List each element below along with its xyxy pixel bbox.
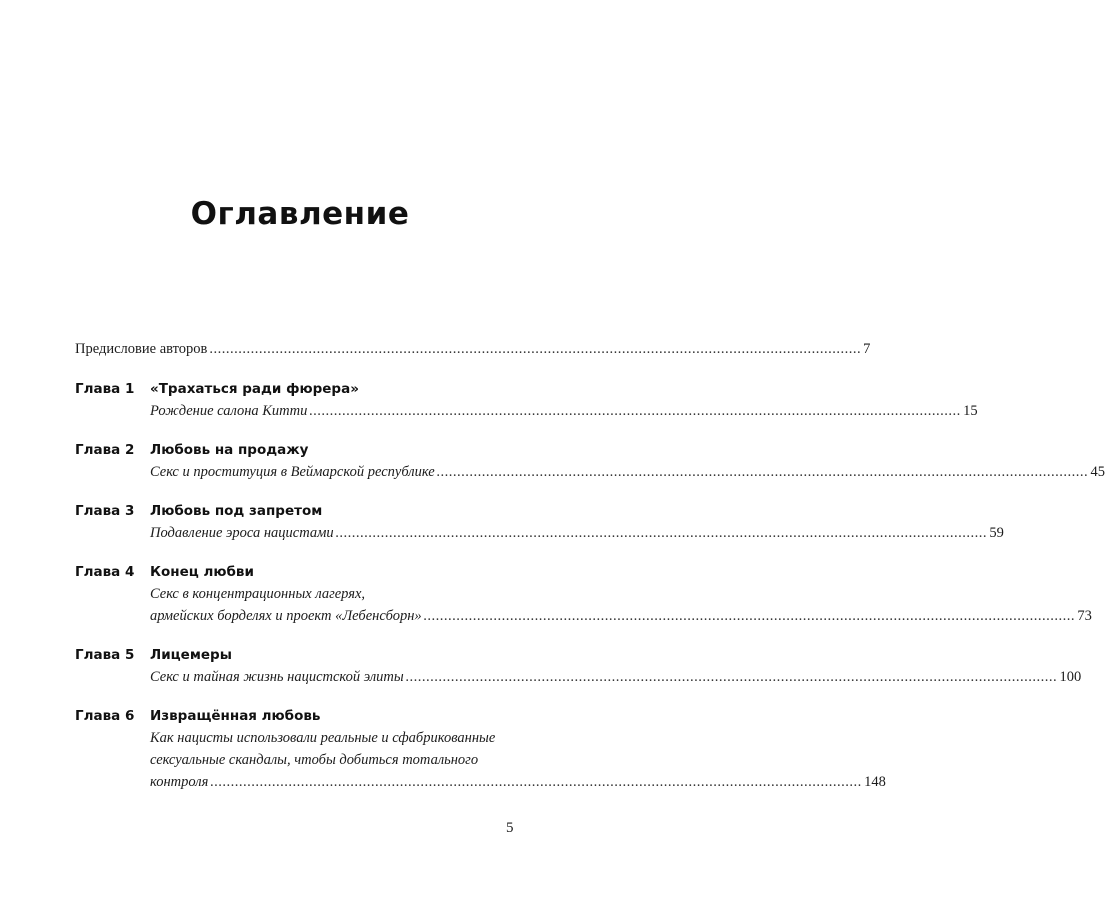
leader-dots [309,400,961,422]
chapter-body [150,561,1092,627]
chapter-page-number: 148 [864,774,886,790]
chapter-page-number: 73 [1077,608,1092,624]
chapter-label: Глава 5 [75,647,135,663]
leader-dots [424,605,1076,627]
chapter-body [150,439,1105,483]
chapter-title: Любовь на продажу [150,442,309,458]
page-number: 5 [506,820,514,836]
chapter-subtitle-row [150,771,886,793]
chapter-page-number: 15 [963,403,978,419]
preface-label: Предисловие авторов [75,341,208,357]
chapter-title: «Трахаться ради фюрера» [150,381,359,397]
chapter-label: Глава 1 [75,381,135,397]
chapter-page-number: 45 [1090,464,1105,480]
chapter-list [75,378,1105,793]
chapter-subtitle-row [150,666,1081,688]
leader-dots [336,522,988,544]
preface-page-number: 7 [863,341,871,357]
chapter-title: Извращённая любовь [150,708,321,724]
chapter-subtitle: Секс и проституция в Веймарской республике [150,464,435,480]
toc-entry-chapter-1[interactable] [75,378,978,422]
chapter-subtitle-row [150,461,1105,483]
chapter-body [150,500,1004,544]
page-title: Оглавление [190,196,410,232]
leader-dots [406,666,1058,688]
chapter-title: Лицемеры [150,647,232,663]
chapter-subtitle: армейских борделях и проект «Лебенсборн» [150,608,422,624]
chapter-page-number: 59 [989,525,1004,541]
chapter-label: Глава 4 [75,564,135,580]
chapter-subtitle: Подавление эроса нацистами [150,525,334,541]
chapter-subtitle: Секс и тайная жизнь нацистской элиты [150,669,404,685]
chapter-label: Глава 3 [75,503,135,519]
chapter-subtitle-row [150,605,1092,627]
leader-dots [209,338,861,360]
chapter-subtitle: Рождение салона Китти [150,403,308,419]
chapter-body [150,378,978,422]
toc-entry-chapter-2[interactable] [75,439,1105,483]
toc-entry-chapter-6[interactable] [75,705,886,793]
table-of-contents [75,338,1105,810]
toc-entry-chapter-4[interactable] [75,561,1092,627]
toc-entry-chapter-3[interactable] [75,500,1004,544]
chapter-subtitle-row [150,522,1004,544]
chapter-page-number: 100 [1059,669,1082,685]
chapter-label: Глава 6 [75,708,135,724]
toc-entry-chapter-5[interactable] [75,644,1082,688]
chapter-subtitle-line: Секс в концентрационных лагерях, [150,586,366,602]
chapter-subtitle-row [150,400,978,422]
leader-dots [210,771,862,793]
chapter-subtitle-line: сексуальные скандалы, чтобы добиться тотального [150,752,479,768]
chapter-subtitle: контроля [150,774,209,790]
chapter-title: Любовь под запретом [150,503,323,519]
leader-dots [437,461,1089,483]
chapter-title: Конец любви [150,564,254,580]
chapter-body [150,644,1081,688]
chapter-subtitle-line: Как нацисты использовали реальные и сфабрикованные [150,730,496,746]
chapter-body [150,705,886,793]
toc-entry-preface[interactable] [75,338,871,360]
chapter-label: Глава 2 [75,442,135,458]
